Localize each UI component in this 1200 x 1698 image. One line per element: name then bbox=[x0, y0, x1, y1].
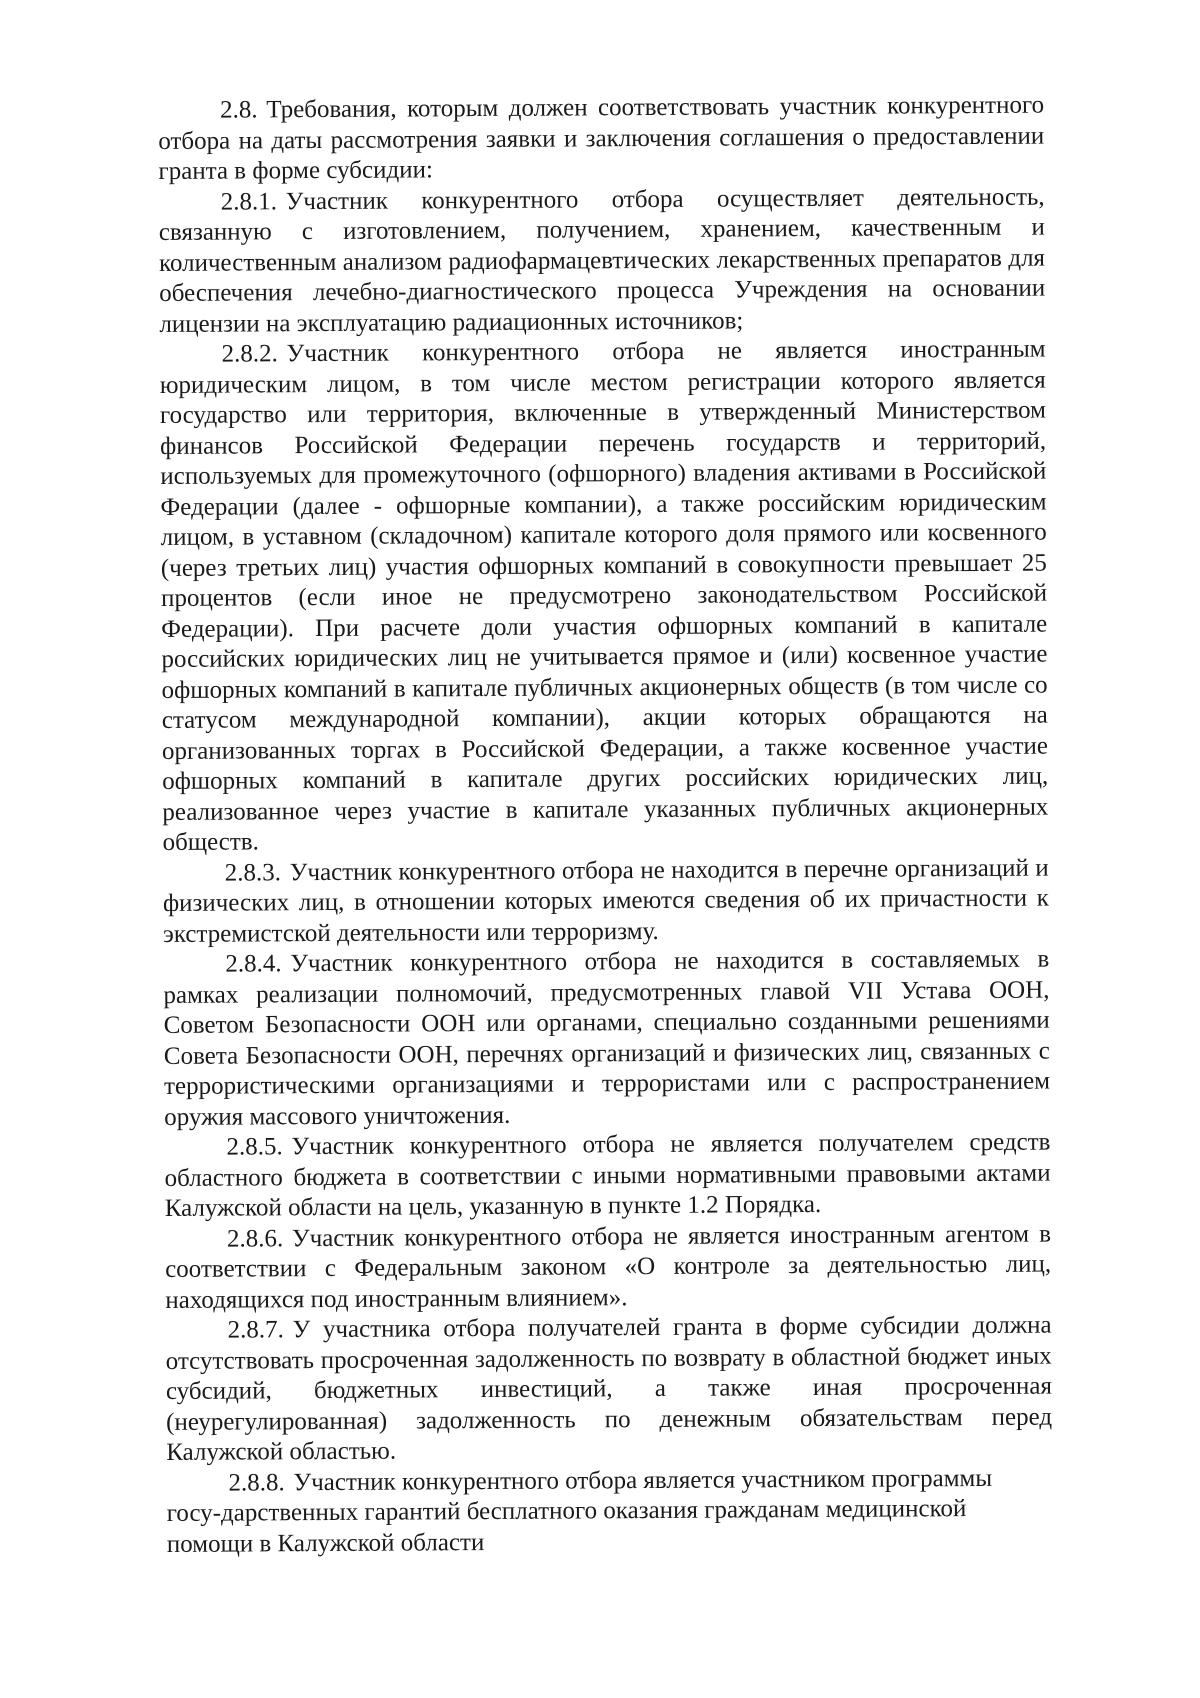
paragraph-text: Требования, которым должен соответствовать участник конкурентного отбора на даты рассмотрения заявки и заключения соглашения о предоставлении гранта в форме субсидии: bbox=[158, 91, 1045, 185]
paragraph-number: 2.8.4. bbox=[225, 950, 282, 978]
paragraph-number: 2.8.3. bbox=[224, 858, 282, 887]
paragraph-text: Участник конкурентного отбора не является иностранным агентом в соответствии с Федеральным законом «О контроле за деятельностью лиц, находящихся под иностранным влиянием». bbox=[165, 1220, 1052, 1314]
paragraph-2-8-4 bbox=[163, 945, 1050, 1133]
paragraph-text: Участник конкурентного отбора осуществляет деятельность, связанную с изготовлением, получением, хранением, качественным и количественным анализом радиофармацевтических лекарственных препаратов для обеспечения лечебно-диагностического процесса Учреждения на основании лицензии на эксплуатацию радиационных источников; bbox=[158, 183, 1046, 338]
paragraph-2-8-3 bbox=[163, 853, 1050, 950]
paragraph-number: 2.8.8. bbox=[228, 1468, 285, 1497]
paragraph-number: 2.8.5. bbox=[226, 1133, 283, 1161]
paragraph-2-8-1 bbox=[159, 182, 1046, 340]
paragraph-2-8-6 bbox=[165, 1219, 1052, 1316]
paragraph-number: 2.8.2. bbox=[221, 340, 278, 368]
paragraph-number: 2.8.6. bbox=[226, 1224, 284, 1253]
paragraph-text: Участник конкурентного отбора не находится в перечне организаций и физических лиц, в отношении которых имеются сведения об их причастности к экстремистской деятельности или терроризму. bbox=[162, 854, 1049, 948]
paragraph-2-8-5 bbox=[164, 1128, 1051, 1225]
paragraph-number: 2.8. bbox=[220, 96, 258, 124]
paragraph-2-8-8 bbox=[166, 1463, 1053, 1560]
paragraph-2-8-7 bbox=[165, 1311, 1052, 1469]
paragraph-text: Участник конкурентного отбора не находится в составляемых в рамках реализации полномочий, предусмотренных главой VII Устава ООН, Советом Безопасности ООН или органами, специально созданными решениями Совета Безопасности ООН, перечнях организаций и физических лиц, связанных с террористическими организациями и террористами или с распространением оружия массового уничтожения. bbox=[163, 945, 1051, 1131]
paragraph-text: Участник конкурентного отбора не является получателем средств областного бюджета в соответствии с иными нормативными правовыми актами Калужской области на цель, указанную в пункте 1.2 Порядка. bbox=[164, 1128, 1051, 1222]
document-page bbox=[158, 91, 1053, 1560]
paragraph-text: Участник конкурентного отбора не является иностранным юридическим лицом, в том числе местом регистрации которого является государство или территория, включенные в утвержденный Министерством финансов Российской Федерации перечень государств и территорий, используемых для промежуточного (офшорного) владения активами в Российской Федерации (далее - офшорные компании), а также российским юридическим лицом, в уставном (складочном) капитале которого доля прямого или косвенного (через третьих лиц) участия офшорных компаний в совокупности превышает 25 процентов (если иное не предусмотрено законодательством Российской Федерации). При расчете доли участия офшорных компаний в капитале российских юридических лиц не учитывается прямое и (или) косвенное участие офшорных компаний в капитале публичных акционерных обществ (в том числе со статусом международной компании), акции которых обращаются на организованных торгах в Российской Федерации, а также косвенное участие офшорных компаний в капитале других российских юридических лиц, реализованное через участие в капитале указанных публичных акционерных обществ. bbox=[159, 335, 1049, 856]
paragraph-number: 2.8.1. bbox=[220, 187, 277, 216]
paragraph-2-8 bbox=[158, 91, 1045, 188]
paragraph-text: У участника отбора получателей гранта в форме субсидии должна отсутствовать просроченная задолженность по возврату в областной бюджет иных субсидий, бюджетных инвестиций, а также иная просроченная (неурегулированная) задолженность по денежным обязательствам перед Калужской областью. bbox=[165, 1311, 1053, 1466]
paragraph-number: 2.8.7. bbox=[227, 1316, 284, 1344]
paragraph-2-8-2 bbox=[159, 335, 1048, 859]
paragraph-text: Участник конкурентного отбора является участником программы госу-дарственных гарантий бесплатного оказания гражданам медицинской помощи в Калужской области bbox=[166, 1464, 993, 1558]
